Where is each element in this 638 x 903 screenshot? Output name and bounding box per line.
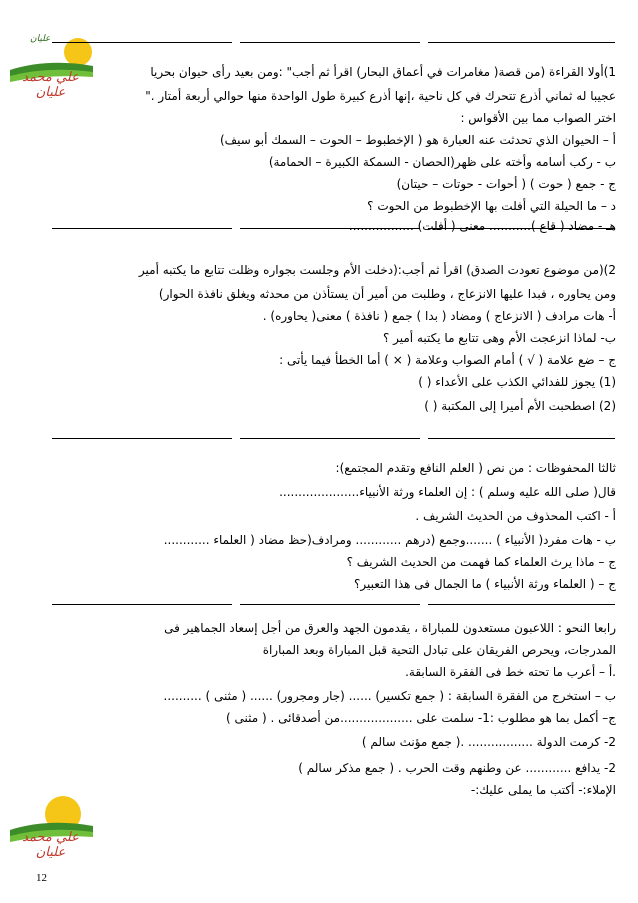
section4-passage-line1: رابعا النحو : اللاعبون مستعدون للمباراة ، يقدمون الجهد والعرق من أجل إسعاد الجماهير فى xyxy=(164,621,616,635)
section2-item1: (1) يجوز للفدائي الكذب على الأعداء ( ) xyxy=(418,375,616,389)
section1-instruction: اختر الصواب مما بين الأقواس : xyxy=(460,111,616,125)
section1-passage-line1: 1)أولا القراءة (من قصة( مغامرات في أعماق البحار) اقرأ ثم أجب" :ومن بعيد رأى حيوان بحريا xyxy=(150,65,616,79)
logo-bottom xyxy=(8,790,93,860)
section3-question-b: ب - هات مفرد( الأنبياء ) .......وجمع (درهم ............ ومرادف(حظ مضاد ( العلماء ............ xyxy=(163,533,616,547)
section3-question-a: أ - اكتب المحذوف من الحديث الشريف . xyxy=(415,509,616,523)
separator xyxy=(40,36,615,50)
section3-title: ثالثا المحفوظات : من نص ( العلم النافع وتقدم المجتمع): xyxy=(335,461,616,475)
section1-question-d: د – ما الحيلة التي أفلت بها الإخطبوط من الحوت ؟ xyxy=(367,199,616,213)
section2-passage-line2: ومن يحاوره ، فبدا عليها الانزعاج ، وطلبت من أمير أن يستأذن من محدثه ويغلق نافذة الحوار) xyxy=(158,287,616,301)
section4-question-c: ج– أكمل بما هو مطلوب :1- سلمت على ...................من أصدقائى . ( مثنى ) xyxy=(226,711,616,725)
section2-question-a: أ- هات مرادف ( الانزعاج ) ومضاد ( بدا ) جمع ( نافذة ) معنى( يحاوره) . xyxy=(262,309,616,323)
section1-question-e: هـ - مضاد ( قاع )........... معنى ( أفلت) ................. xyxy=(348,219,616,233)
section3-question-c2: ج – ( العلماء ورثة الأنبياء ) ما الجمال فى هذا التعبير؟ xyxy=(354,577,616,591)
section2-item2: (2) اصطحبت الأم أميرا إلى المكتبة ( ) xyxy=(424,399,616,413)
logo-small-text: عليان xyxy=(30,34,51,44)
section1-question-c: ج - جمع ( حوت ) ( أحوات - حوتات – حيتان) xyxy=(396,177,616,191)
logo-name: علي محمد عليان xyxy=(22,70,79,100)
logo-name: علي محمد عليان xyxy=(22,830,79,860)
dictation-instruction: الإملاء:- أكتب ما يملى عليك:- xyxy=(470,783,616,797)
section3-hadith: قال( صلى الله عليه وسلم ) : إن العلماء ورثة الأنبياء..................... xyxy=(279,485,616,499)
section1-passage-line2: عجيبا له ثماني أذرع تتحرك في كل ناحية ،إنها أذرع كبيرة طول الواحدة منها حوالي أربعة أمتار ." xyxy=(145,89,616,103)
section1-question-b: ب - ركب أسامه وأخته على ظهر(الحصان - السمكة الكبيرة – الحمامة) xyxy=(268,155,616,169)
section2-question-c: ج – ضع علامة ( √ ) أمام الصواب وعلامة ( × ) أما الخطأ فيما يأتى : xyxy=(279,353,616,367)
section4-question-c3: 2- يدافع ............ عن وطنهم وقت الحرب . ( جمع مذكر سالم ) xyxy=(298,761,616,775)
section4-question-c2: 2- كرمت الدولة ................. .( جمع مؤنث سالم ) xyxy=(361,735,616,749)
section2-passage-line1: 2)(من موضوع تعودت الصدق) اقرأ ثم أجب:(دخلت الأم وجلست بجواره وظلت تتابع ما يكتبه أمير xyxy=(138,263,616,277)
section1-question-a: أ – الحيوان الذي تحدثت عنه العبارة هو ( الإخطبوط – الحوت – السمك أبو سيف) xyxy=(220,133,616,147)
section4-question-b: ب – استخرج من الفقرة السابقة : ( جمع تكسير) ...... (جار ومجرور) ...... ( مثنى ) .......... xyxy=(163,689,616,703)
separator xyxy=(40,598,615,612)
section2-question-b: ب- لماذا انزعجت الأم وهى تتابع ما يكتبه أمير ؟ xyxy=(382,331,616,345)
section4-passage-line2: المدرجات، ويحرص الفريقان على تبادل التحية قبل المباراة وبعد المباراة xyxy=(262,643,616,657)
page-number: 12 xyxy=(36,872,47,884)
section3-question-c1: ج – ماذا يرث العلماء كما فهمت من الحديث الشريف ؟ xyxy=(346,555,616,569)
section4-question-a: .أ – أعرب ما تحته خط فى الفقرة السابقة. xyxy=(405,665,616,679)
separator xyxy=(40,432,615,446)
